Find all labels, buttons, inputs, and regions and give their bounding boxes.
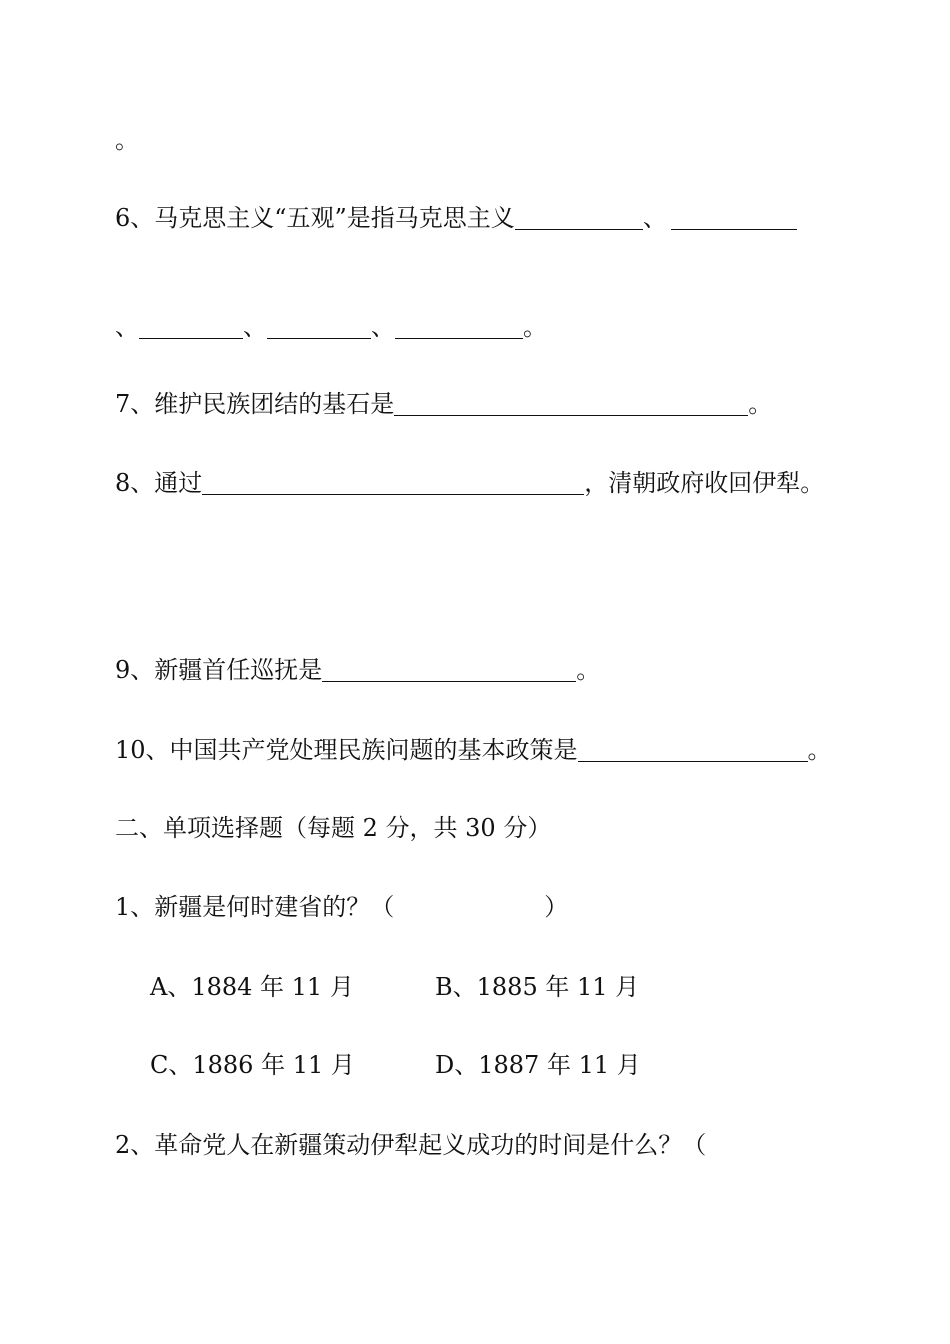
mc-question-2 bbox=[115, 1130, 706, 1160]
answer-blank bbox=[515, 207, 643, 230]
option-d: D、1887 年 11 月 bbox=[435, 1051, 641, 1079]
mc-question-2-text: 2、革命党人在新疆策动伊犁起义成功的时间是什么？（ bbox=[115, 1131, 707, 1159]
answer-blank bbox=[202, 472, 584, 495]
answer-blank bbox=[139, 316, 243, 339]
answer-blank bbox=[395, 316, 523, 339]
answer-blank bbox=[394, 393, 748, 416]
question-10-text: 10、中国共产党处理民族问题的基本政策是 bbox=[115, 736, 578, 764]
question-9-text: 9、新疆首任巡抚是 bbox=[115, 656, 323, 684]
option-b: B、1885 年 11 月 bbox=[435, 973, 640, 1001]
answer-blank bbox=[671, 207, 797, 230]
continuation-period: 。 bbox=[115, 126, 139, 154]
question-7: 7、维护民族团结的基石是 。 bbox=[115, 390, 773, 418]
question-6-text: 6、马克思主义“五观”是指马克思主义 bbox=[115, 204, 515, 232]
answer-blank bbox=[322, 659, 576, 682]
question-6-line-1: 6、马克思主义“五观”是指马克思主义 、 bbox=[115, 203, 797, 233]
question-6-line-2: 、 、 、 。 bbox=[115, 313, 547, 341]
section-2-heading: 二、单项选择题（每题 2 分，共 30 分） bbox=[115, 814, 552, 842]
mc-question-1-text: 1、新疆是何时建省的？（ bbox=[115, 893, 395, 921]
option-a: A、1884 年 11 月 bbox=[150, 973, 354, 1001]
question-10: 10、中国共产党处理民族问题的基本政策是 。 bbox=[115, 736, 832, 764]
question-7-text: 7、维护民族团结的基石是 bbox=[115, 390, 395, 418]
question-8-text-start: 8、通过 bbox=[115, 469, 203, 497]
question-9: 9、新疆首任巡抚是 。 bbox=[115, 656, 601, 684]
answer-blank bbox=[267, 316, 371, 339]
answer-blank bbox=[578, 739, 808, 762]
option-c: C、1886 年 11 月 bbox=[150, 1051, 355, 1079]
mc-question-1: 1、新疆是何时建省的？（ ） bbox=[115, 893, 569, 921]
question-8-text-end: ，清朝政府收回伊犁。 bbox=[584, 469, 825, 497]
question-8 bbox=[115, 468, 824, 498]
